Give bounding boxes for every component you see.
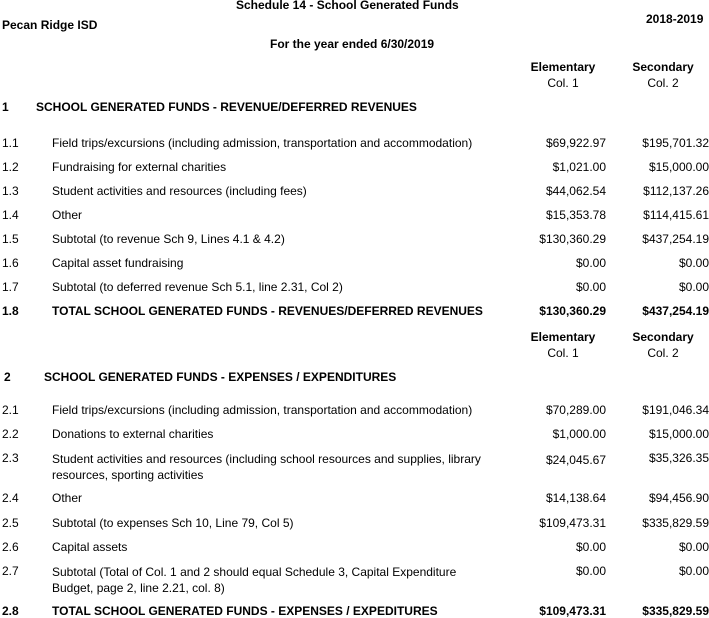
total-col1-value: $130,360.29 (539, 304, 606, 318)
line-number: 1.4 (2, 208, 19, 222)
row-col1-value: $130,360.29 (539, 232, 606, 246)
row-description: Fundraising for external charities (52, 160, 227, 174)
row-col1-value: $44,062.54 (545, 184, 606, 198)
column-header-elementary-2 (520, 329, 606, 361)
row-col1-value: $1,021.00 (552, 160, 606, 174)
row-col1-value: $0.00 (575, 540, 606, 554)
col1-sub: Col. 1 (547, 346, 579, 360)
row-col1-value: $15,353.78 (545, 208, 606, 222)
row-col1-value: $14,138.64 (545, 491, 606, 505)
row-description: Other (52, 208, 83, 222)
line-number: 2.4 (2, 491, 19, 505)
line-number: 1.7 (2, 280, 19, 294)
row-col1-value: $0.00 (575, 280, 606, 294)
row-description: Donations to external charities (52, 427, 214, 441)
total-col2-value: $437,254.19 (642, 304, 709, 318)
line-number: 1.1 (2, 136, 19, 150)
row-col2-value: $335,829.59 (642, 516, 709, 530)
row-col2-value: $15,000.00 (648, 427, 709, 441)
line-number: 2.3 (2, 451, 19, 465)
row-col2-value: $0.00 (678, 564, 709, 578)
line-number: 2.7 (2, 564, 19, 578)
line-number: 2.8 (2, 604, 19, 618)
district-name: Pecan Ridge ISD (2, 18, 98, 32)
row-description: Other (52, 491, 83, 505)
col2-name: Secondary (632, 60, 694, 74)
row-col2-value: $112,137.26 (643, 184, 709, 198)
row-col2-value: $35,326.35 (648, 451, 709, 465)
col2-sub: Col. 2 (647, 76, 679, 90)
col1-name: Elementary (530, 60, 596, 74)
row-col2-value: $15,000.00 (648, 160, 709, 174)
row-description: Student activities and resources (including school resources and supplies, library resources, sporting activities (52, 452, 481, 482)
line-number: 1.8 (2, 304, 19, 318)
total-description: TOTAL SCHOOL GENERATED FUNDS - EXPENSES / EXPEDITURES (52, 604, 438, 618)
row-description: Field trips/excursions (including admission, transportation and accommodation) (52, 136, 473, 150)
total-col2-value: $335,829.59 (642, 604, 709, 618)
column-header-secondary-2 (620, 329, 706, 361)
fiscal-year: 2018-2019 (646, 12, 704, 26)
row-col2-value: $195,701.32 (642, 136, 709, 150)
line-number: 1.2 (2, 160, 19, 174)
total-description: TOTAL SCHOOL GENERATED FUNDS - REVENUES/DEFERRED REVENUES (52, 304, 483, 318)
row-col1-value: $109,473.31 (539, 516, 606, 530)
row-description: Capital assets (52, 540, 128, 554)
row-description: Subtotal (to expenses Sch 10, Line 79, Col 5) (52, 516, 294, 530)
period-label: For the year ended 6/30/2019 (270, 37, 435, 51)
col2-sub: Col. 2 (647, 346, 679, 360)
line-number: 1.5 (2, 232, 19, 246)
row-col1-value: $24,045.67 (545, 453, 606, 467)
line-number: 2.5 (2, 516, 19, 530)
line-number: 2.2 (2, 427, 19, 441)
row-description: Field trips/excursions (including admission, transportation and accommodation) (52, 403, 473, 417)
row-col2-value: $0.00 (678, 256, 709, 270)
row-description: Subtotal (to deferred revenue Sch 5.1, line 2.31, Col 2) (52, 280, 343, 294)
section2-number: 2 (4, 370, 11, 384)
row-col2-value: $191,046.34 (642, 403, 709, 417)
row-description: Subtotal (to revenue Sch 9, Lines 4.1 & 4.2) (52, 232, 285, 246)
row-col1-value: $0.00 (575, 256, 606, 270)
line-number: 1.3 (2, 184, 19, 198)
row-col1-value: $0.00 (575, 564, 606, 578)
row-description: Subtotal (Total of Col. 1 and 2 should equal Schedule 3, Capital Expenditure Budget, page 2, line 2.21, col. 8) (52, 565, 457, 595)
row-description: Capital asset fundraising (52, 256, 184, 270)
row-col1-value: $69,922.97 (545, 136, 606, 150)
row-col2-value: $114,415.61 (643, 208, 709, 222)
row-description: Student activities and resources (including fees) (52, 184, 307, 198)
row-col2-value: $94,456.90 (648, 491, 709, 505)
total-col1-value: $109,473.31 (539, 604, 606, 618)
section1-title: SCHOOL GENERATED FUNDS - REVENUE/DEFERRED REVENUES (36, 100, 417, 114)
line-number: 2.1 (2, 403, 19, 417)
schedule-title: Schedule 14 - School Generated Funds (236, 0, 459, 12)
column-header-elementary (520, 59, 606, 91)
col1-sub: Col. 1 (547, 76, 579, 90)
row-col1-value: $70,289.00 (545, 403, 606, 417)
row-col1-value: $1,000.00 (552, 427, 606, 441)
line-number: 1.6 (2, 256, 19, 270)
section1-number: 1 (2, 100, 9, 114)
column-header-secondary (620, 59, 706, 91)
row-col2-value: $0.00 (678, 540, 709, 554)
col2-name: Secondary (632, 330, 694, 344)
section2-title: SCHOOL GENERATED FUNDS - EXPENSES / EXPENDITURES (44, 370, 397, 384)
col1-name: Elementary (530, 330, 596, 344)
row-col2-value: $437,254.19 (642, 232, 709, 246)
line-number: 2.6 (2, 540, 19, 554)
row-col2-value: $0.00 (678, 280, 709, 294)
